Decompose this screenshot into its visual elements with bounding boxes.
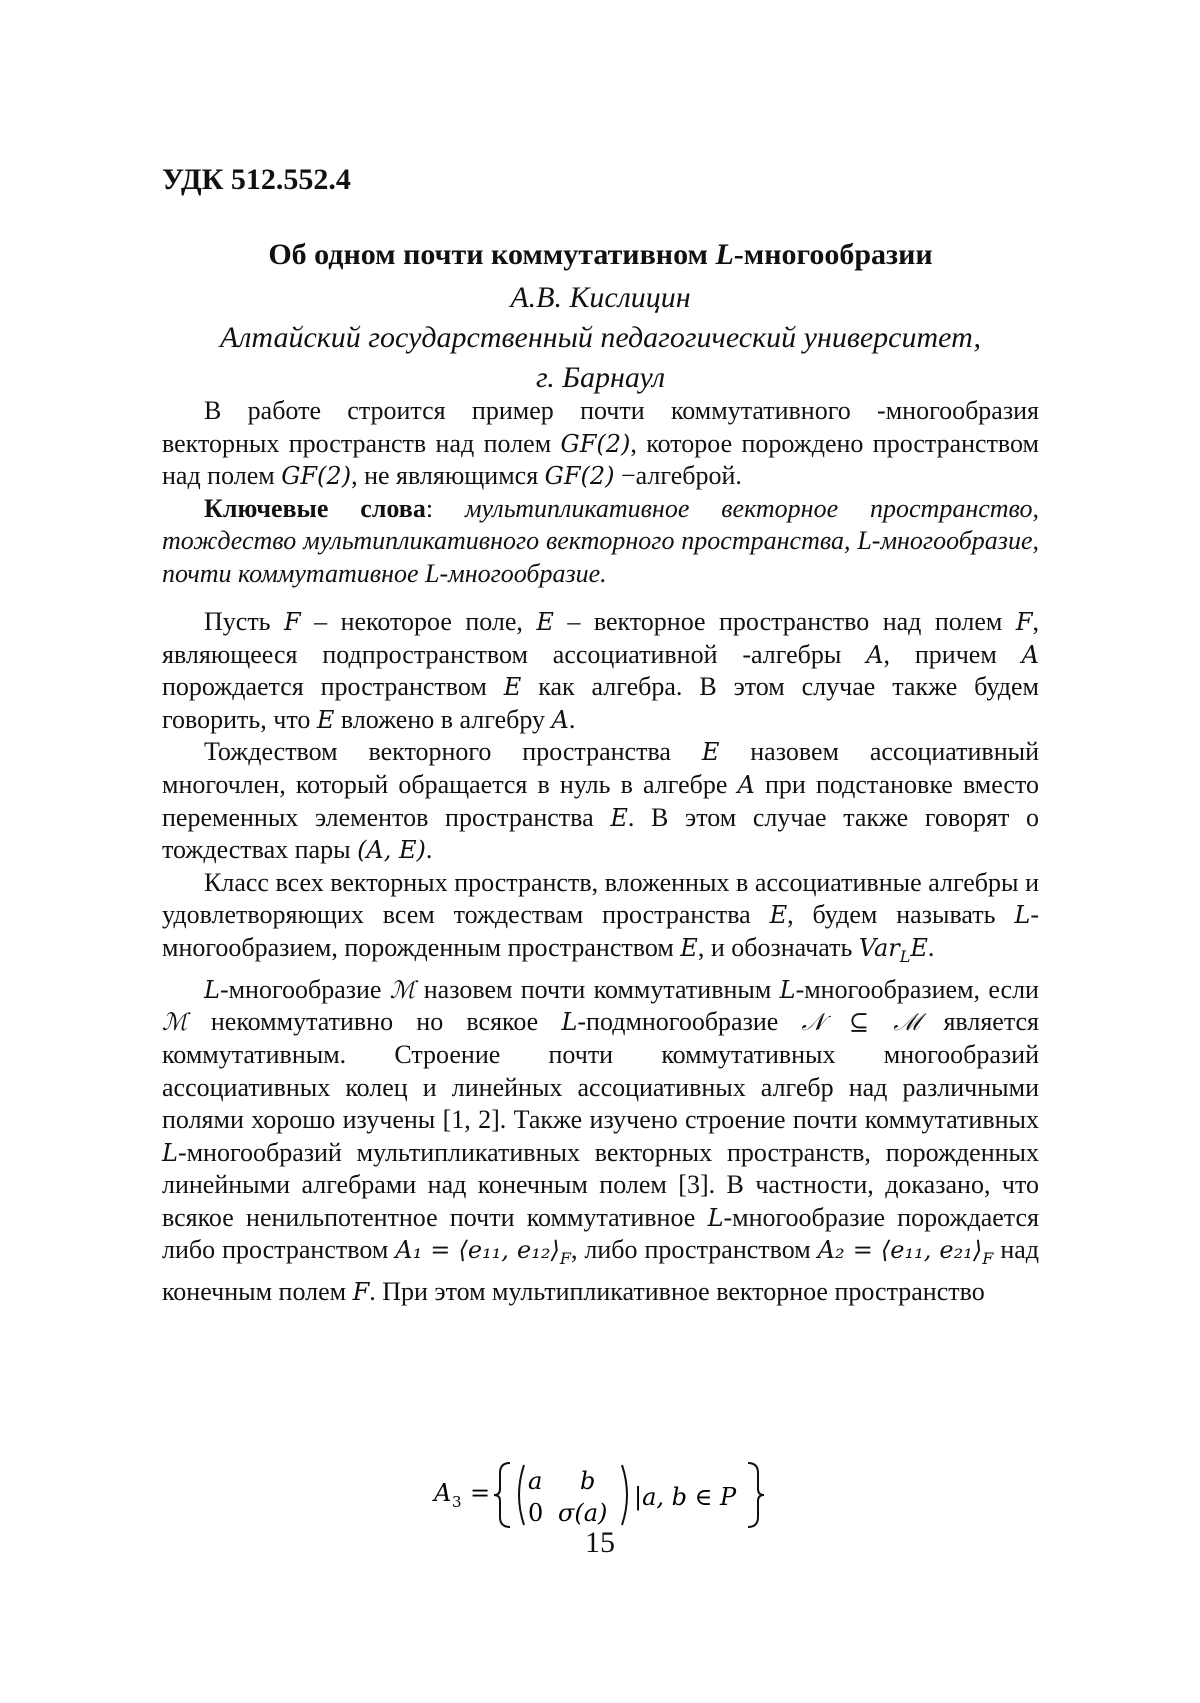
title-text-start: Об одном почти коммутативном (268, 238, 716, 271)
abstract-text: В работе строится пример почти коммутативного -многообразия векторных пространств над полем (162, 396, 1039, 458)
math-field: GF(2) (281, 462, 352, 491)
math: ℳ (162, 1008, 188, 1037)
text: вложено в алгебру (334, 704, 552, 734)
text: – векторное пространство над полем (553, 607, 1016, 636)
text: порождается пространством (162, 672, 504, 702)
paper-title (162, 238, 1039, 272)
math: L (779, 975, 796, 1004)
math: E (769, 901, 788, 930)
text: -многообразий мультипликативных векторных пространств, порожденных линейными алгебрами над конечным полем [3]. В частности, доказано, что всякое ненильпотентное почти коммутативное (162, 1137, 1039, 1232)
text: назовем почти коммутативным (415, 974, 780, 1004)
math: L (561, 1008, 578, 1037)
abstract-text: −алгеброй. (614, 461, 742, 491)
math: L (707, 1203, 724, 1232)
text: . (425, 835, 433, 865)
text: некоммутативно но всякое (187, 1007, 562, 1037)
math-subscript: L (899, 947, 911, 967)
math: F (352, 1278, 370, 1307)
text: . (568, 704, 576, 734)
formula-equals: = (470, 1479, 491, 1507)
text: Класс всех векторных пространств, вложенных в ассоциативные алгебры и удовлетворяющих всем тождествам пространства (162, 867, 1039, 930)
udc-code: УДК 512.552.4 (162, 163, 351, 196)
text: , будем называть (787, 900, 1015, 930)
matrix-a21: 0 (528, 1499, 544, 1527)
math: E (503, 673, 522, 702)
math: L (1014, 901, 1031, 930)
math: 𝒩 ⊆ ℳ (801, 1008, 921, 1037)
text: как алгебра. В этом случае также будем говорить, что (162, 672, 1039, 734)
paragraph-3 (162, 867, 1039, 974)
math: E (910, 933, 928, 962)
text: , либо пространством (570, 1235, 818, 1265)
text: является коммутативным. Строение почти коммутативных многообразий ассоциативных колец и линейных ассоциативных алгебр над различными полями хорошо изучены [1, 2]. Также изучено строение почти коммутативных (162, 1007, 1039, 1135)
math: F (1015, 608, 1033, 636)
text: над конечным полем (162, 1235, 1040, 1307)
math: A₁ = ⟨e₁₁, e₁₂⟩ (395, 1236, 560, 1265)
math: L (204, 975, 220, 1004)
keywords-label: Ключевые слова (204, 493, 426, 523)
text: -подмногообразие (577, 1007, 802, 1037)
math: E (680, 933, 698, 962)
matrix-a22: σ(a) (558, 1499, 608, 1527)
math: E (701, 738, 720, 767)
math: L (162, 1138, 178, 1167)
text: назовем ассоциативный многочлен, который обращается в нуль в алгебре (162, 737, 1040, 799)
text: -многообразием, порожденным пространством (162, 900, 1039, 962)
text: , и обозначать (697, 932, 859, 962)
display-formula (432, 1455, 772, 1535)
abstract-text: , не являющимся (351, 461, 545, 491)
text: -многообразие порождается либо пространством (162, 1202, 1039, 1265)
math: E (610, 803, 628, 832)
math-field: GF(2) (560, 429, 631, 458)
author-block (162, 278, 1039, 398)
text: при подстановке вместо переменных элементов пространства (162, 769, 1039, 832)
text: , причем (883, 639, 1022, 669)
author-name: А.В. Кислицин (510, 281, 691, 314)
formula-lhs-subscript: 3 (452, 1493, 462, 1511)
keywords-text: мультипликативное векторное пространство, тождество мультипликативного векторного пространства, L-многообразие, почти коммутативное L-многообразие. (162, 493, 1039, 588)
left-paren (519, 1465, 524, 1525)
math: A (1021, 640, 1039, 669)
math: A (551, 705, 569, 734)
math: E (536, 608, 554, 636)
math-field: GF(2) (544, 462, 615, 491)
text: . (927, 932, 935, 962)
text: – некоторое поле, (300, 607, 537, 636)
abstract-block (162, 395, 1039, 591)
right-brace (748, 1463, 764, 1527)
text: Тождеством векторного пространства (204, 737, 702, 767)
matrix-a11: a (528, 1467, 543, 1495)
affiliation-line-2: г. Барнаул (535, 361, 666, 394)
math: (A, E) (357, 836, 426, 865)
math: A₂ = ⟨e₁₁, e₂₁⟩ (817, 1236, 983, 1265)
matrix-a12: b (580, 1467, 596, 1495)
title-text-end: -многообразии (733, 238, 933, 271)
text: -многообразие (219, 974, 390, 1004)
keywords (162, 493, 1039, 591)
text: Пусть (204, 607, 284, 636)
body-text (162, 606, 1039, 1309)
keywords-colon: : (425, 493, 434, 523)
math: Var (858, 933, 900, 962)
math: F (284, 608, 301, 636)
text: . При этом мультипликативное векторное пространство (369, 1277, 985, 1307)
text: . В этом случае также говорят о тождествах пары (162, 802, 1039, 865)
math: E (316, 705, 335, 734)
page-number: 15 (585, 1526, 615, 1559)
right-paren (622, 1465, 627, 1525)
paragraph-1 (162, 606, 1039, 736)
formula-lhs: A (434, 1479, 452, 1507)
abstract (162, 395, 1039, 493)
title-symbol: L (715, 238, 734, 271)
formula-condition: |a, b ∈ P (634, 1483, 737, 1511)
text: , являющееся подпространством ассоциативной -алгебры (162, 607, 1040, 669)
paragraph-2 (162, 736, 1039, 866)
affiliation-line-1: Алтайский государственный педагогический университет, (220, 321, 981, 354)
left-brace (494, 1463, 510, 1527)
math: A (737, 770, 755, 799)
paragraph-4 (162, 974, 1039, 1309)
abstract-text: , которое порождено пространством над полем (162, 428, 1039, 491)
math-subscript: F (982, 1249, 994, 1269)
math: A (866, 640, 884, 669)
text: -многообразием, если (795, 974, 1039, 1004)
math: ℳ (389, 975, 416, 1004)
math-subscript: F (559, 1249, 571, 1269)
